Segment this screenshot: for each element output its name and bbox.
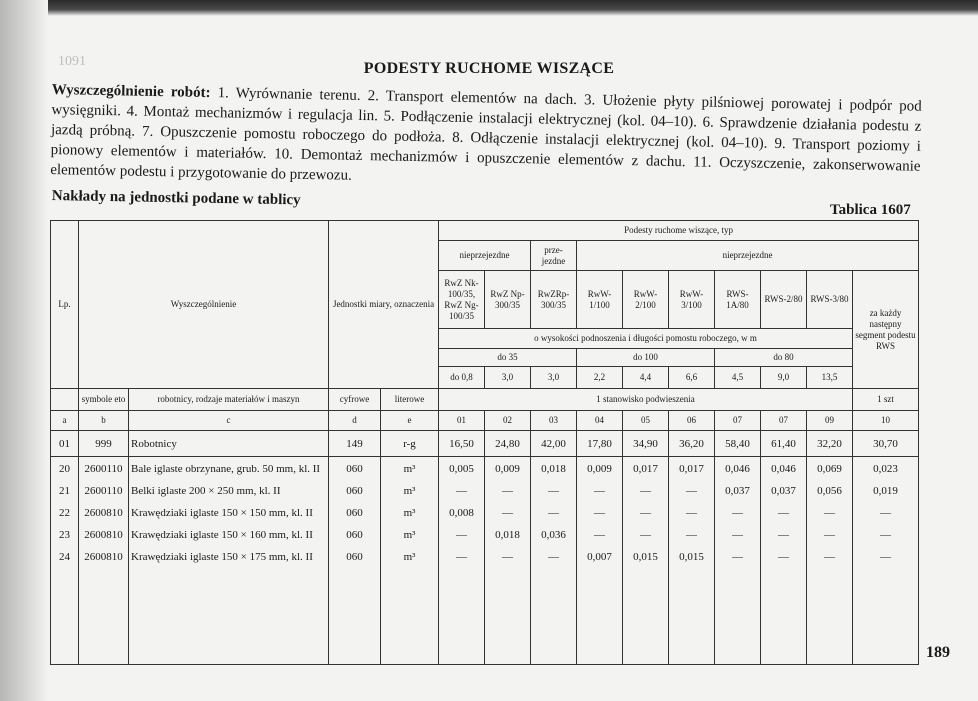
material-literowe: m³ — [403, 529, 416, 541]
length-6: 6,6 — [669, 367, 715, 389]
length-5: 4,4 — [623, 367, 669, 389]
material-symbol: 2600810 — [84, 551, 123, 563]
material-value: — — [824, 529, 836, 541]
robot-name: Robotnicy — [129, 431, 329, 457]
material-value: 0,015 — [679, 551, 704, 563]
material-value: — — [778, 507, 790, 519]
materials-names — [129, 457, 329, 665]
material-value: — — [640, 485, 652, 497]
col-code-07b: 07 — [761, 411, 807, 431]
col-letter-a: a — [51, 411, 79, 431]
material-name: Krawędziaki iglaste 150 × 160 mm, kl. II — [131, 529, 313, 541]
material-cyfrowe: 060 — [346, 463, 363, 475]
materials-col-05 — [623, 457, 669, 665]
materials-col-07b — [761, 457, 807, 665]
material-value: — — [548, 507, 560, 519]
material-value: — — [640, 529, 652, 541]
material-value: — — [880, 507, 892, 519]
material-value: — — [732, 529, 744, 541]
header-jednostki: Jednostki miary, oznaczenia — [329, 221, 439, 389]
material-value: — — [640, 507, 652, 519]
length-3: 3,0 — [531, 367, 577, 389]
scan-shadow-top — [0, 0, 978, 16]
material-name: Belki iglaste 200 × 250 mm, kl. II — [131, 485, 281, 497]
material-value: 0,046 — [771, 463, 796, 475]
type-5: RwW-2/100 — [623, 271, 669, 329]
robot-literowe: r-g — [381, 431, 439, 457]
materials-col-06 — [669, 457, 715, 665]
material-symbol: 2600110 — [84, 463, 123, 475]
material-value: 0,019 — [873, 485, 898, 497]
material-value: — — [824, 551, 836, 563]
material-value: — — [548, 551, 560, 563]
material-symbol: 2600110 — [84, 485, 123, 497]
type-4: RwW-1/100 — [577, 271, 623, 329]
robot-value: 58,40 — [715, 431, 761, 457]
header-symbole: symbole eto — [79, 389, 129, 411]
material-value: — — [732, 507, 744, 519]
col-code-05: 05 — [623, 411, 669, 431]
length-1: do 0,8 — [439, 367, 485, 389]
material-value: 0,069 — [817, 463, 842, 475]
material-lp: 21 — [59, 485, 70, 497]
material-lp: 20 — [59, 463, 70, 475]
header-nieprzejezdne-2: nieprzejezdne — [577, 241, 919, 271]
materials-literowe — [381, 457, 439, 665]
col-letter-c: c — [129, 411, 329, 431]
col-code-06: 06 — [669, 411, 715, 431]
material-value: 0,005 — [449, 463, 474, 475]
header-przejezdne: prze-jezdne — [531, 241, 577, 271]
materials-col-01 — [439, 457, 485, 665]
material-value: 0,037 — [725, 485, 750, 497]
material-value: 0,037 — [771, 485, 796, 497]
col-code-07: 07 — [715, 411, 761, 431]
material-value: 0,046 — [725, 463, 750, 475]
material-symbol: 2600810 — [84, 529, 123, 541]
materials-col-07 — [715, 457, 761, 665]
robot-value: 30,70 — [853, 431, 919, 457]
material-value: — — [594, 485, 606, 497]
material-value: 0,007 — [587, 551, 612, 563]
works-label: Wyszczególnienie robót: — [51, 81, 211, 102]
norms-table — [50, 220, 919, 665]
material-value: — — [732, 551, 744, 563]
material-value: — — [456, 551, 468, 563]
robot-cyfrowe: 149 — [329, 431, 381, 457]
material-name: Bale iglaste obrzynane, grub. 50 mm, kl. II — [131, 463, 321, 475]
robot-lp: 01 — [51, 431, 79, 457]
table-reference: Tablica 1607 — [830, 202, 911, 218]
material-name: Krawędziaki iglaste 150 × 175 mm, kl. II — [131, 551, 313, 563]
material-value: 0,008 — [449, 507, 474, 519]
header-stanowisko: 1 stanowisko podwieszenia — [439, 389, 853, 411]
material-value: — — [502, 507, 514, 519]
material-value: — — [456, 485, 468, 497]
material-value: — — [548, 485, 560, 497]
type-7: RWS-1A/80 — [715, 271, 761, 329]
material-value: — — [502, 551, 514, 563]
header-lp: Lp. — [51, 221, 79, 389]
type-8: RWS-2/80 — [761, 271, 807, 329]
material-value: — — [880, 529, 892, 541]
material-literowe: m³ — [403, 507, 416, 519]
material-value: — — [686, 529, 698, 541]
materials-col-09 — [807, 457, 853, 665]
col-letter-b: b — [79, 411, 129, 431]
length-2: 3,0 — [485, 367, 531, 389]
material-lp: 23 — [59, 529, 70, 541]
material-cyfrowe: 060 — [346, 485, 363, 497]
page-title: PODESTY RUCHOME WISZĄCE — [363, 60, 615, 77]
col-letter-e: e — [381, 411, 439, 431]
length-7: 4,5 — [715, 367, 761, 389]
material-value: 0,015 — [633, 551, 658, 563]
header-wyszczegolnienie: Wyszczególnienie — [79, 221, 329, 389]
robot-value: 61,40 — [761, 431, 807, 457]
material-value: — — [594, 507, 606, 519]
header-literowe: literowe — [381, 389, 439, 411]
material-value: 0,018 — [541, 463, 566, 475]
material-literowe: m³ — [403, 485, 416, 497]
header-do-35: do 35 — [439, 349, 577, 367]
header-1-szt: 1 szt — [853, 389, 919, 411]
material-symbol: 2600810 — [84, 507, 123, 519]
material-value: — — [594, 529, 606, 541]
materials-col-03 — [531, 457, 577, 665]
table-subtitle: Nakłady na jednostki podane w tablicy — [51, 188, 301, 209]
col-code-01: 01 — [439, 411, 485, 431]
material-value: 0,017 — [633, 463, 658, 475]
material-value: 0,009 — [495, 463, 520, 475]
material-cyfrowe: 060 — [346, 529, 363, 541]
works-text: 1. Wyrównanie terenu. 2. Transport elementów na dach. 3. Ułożenie płyty pilśniowej porowatej i podpór pod wysięgniki. 4. Montaż mechanizmów i regulacja lin. 5. Podłączenie instalacji elektrycznej (kol. 04–10). 6. Sprawdzenie działania podestu z jazdą próbną. 7. Opuszczenie pomostu roboczego do podłoża. 8. Odłączenie instalacji elektrycznej (kol. 04–10). 9. Transport poziomy i pionowy elementów i materiałów. 10. Demontaż mechanizmów i opuszczenie elementów z dachu. 11. Oczyszczenie, zakonserwowanie elementów podestu i przygotowanie do przewozu. — [50, 85, 922, 184]
type-9: RWS-3/80 — [807, 271, 853, 329]
col-letter-d: d — [329, 411, 381, 431]
header-cyfrowe: cyfrowe — [329, 389, 381, 411]
robot-value: 34,90 — [623, 431, 669, 457]
materials-col-04 — [577, 457, 623, 665]
page-number: 189 — [926, 644, 950, 661]
works-description — [50, 80, 922, 197]
material-value: — — [456, 529, 468, 541]
materials-cyfrowe — [329, 457, 381, 665]
col-code-10: 10 — [853, 411, 919, 431]
material-value: 0,009 — [587, 463, 612, 475]
material-value: 0,017 — [679, 463, 704, 475]
type-2: RwZ Np-300/35 — [485, 271, 531, 329]
table-row-materialy — [51, 457, 919, 665]
robot-value: 42,00 — [531, 431, 577, 457]
material-value: — — [686, 507, 698, 519]
length-9: 13,5 — [807, 367, 853, 389]
bleed-through-text: 1091 — [58, 54, 86, 69]
material-lp: 24 — [59, 551, 70, 563]
material-value: — — [880, 551, 892, 563]
length-4: 2,2 — [577, 367, 623, 389]
material-value: — — [502, 485, 514, 497]
type-1: RwZ Nk-100/35, RwZ Ng-100/35 — [439, 271, 485, 329]
type-6: RwW-3/100 — [669, 271, 715, 329]
col-code-09: 09 — [807, 411, 853, 431]
materials-lp — [51, 457, 79, 665]
material-value: — — [778, 551, 790, 563]
robot-value: 17,80 — [577, 431, 623, 457]
material-lp: 22 — [59, 507, 70, 519]
robot-value: 24,80 — [485, 431, 531, 457]
robot-symbol: 999 — [79, 431, 129, 457]
materials-symbols — [79, 457, 129, 665]
length-8: 9,0 — [761, 367, 807, 389]
material-value: 0,036 — [541, 529, 566, 541]
header-lp-blank — [51, 389, 79, 411]
material-cyfrowe: 060 — [346, 507, 363, 519]
header-podesty: Podesty ruchome wiszące, typ — [439, 221, 919, 241]
material-value: 0,023 — [873, 463, 898, 475]
table-row-robotnicy — [51, 431, 919, 457]
header-do-80: do 80 — [715, 349, 853, 367]
material-literowe: m³ — [403, 551, 416, 563]
material-value: 0,056 — [817, 485, 842, 497]
header-robotnicy: robotnicy, rodzaje materiałów i maszyn — [129, 389, 329, 411]
header-wysokosc: o wysokości podnoszenia i długości pomostu roboczego, w m — [439, 329, 853, 349]
material-value: — — [824, 507, 836, 519]
header-do-100: do 100 — [577, 349, 715, 367]
col-code-02: 02 — [485, 411, 531, 431]
material-literowe: m³ — [403, 463, 416, 475]
material-name: Krawędziaki iglaste 150 × 150 mm, kl. II — [131, 507, 313, 519]
col-code-03: 03 — [531, 411, 577, 431]
header-za-kazdy: za każdy następny segment podestu RWS — [853, 271, 919, 389]
robot-value: 32,20 — [807, 431, 853, 457]
robot-value: 16,50 — [439, 431, 485, 457]
materials-col-02 — [485, 457, 531, 665]
materials-col-10 — [853, 457, 919, 665]
material-value: 0,018 — [495, 529, 520, 541]
header-nieprzejezdne-1: nieprzejezdne — [439, 241, 531, 271]
col-code-04: 04 — [577, 411, 623, 431]
book-spine-shadow — [0, 0, 48, 701]
material-value: — — [686, 485, 698, 497]
robot-value: 36,20 — [669, 431, 715, 457]
material-cyfrowe: 060 — [346, 551, 363, 563]
material-value: — — [778, 529, 790, 541]
type-3: RwZRp-300/35 — [531, 271, 577, 329]
